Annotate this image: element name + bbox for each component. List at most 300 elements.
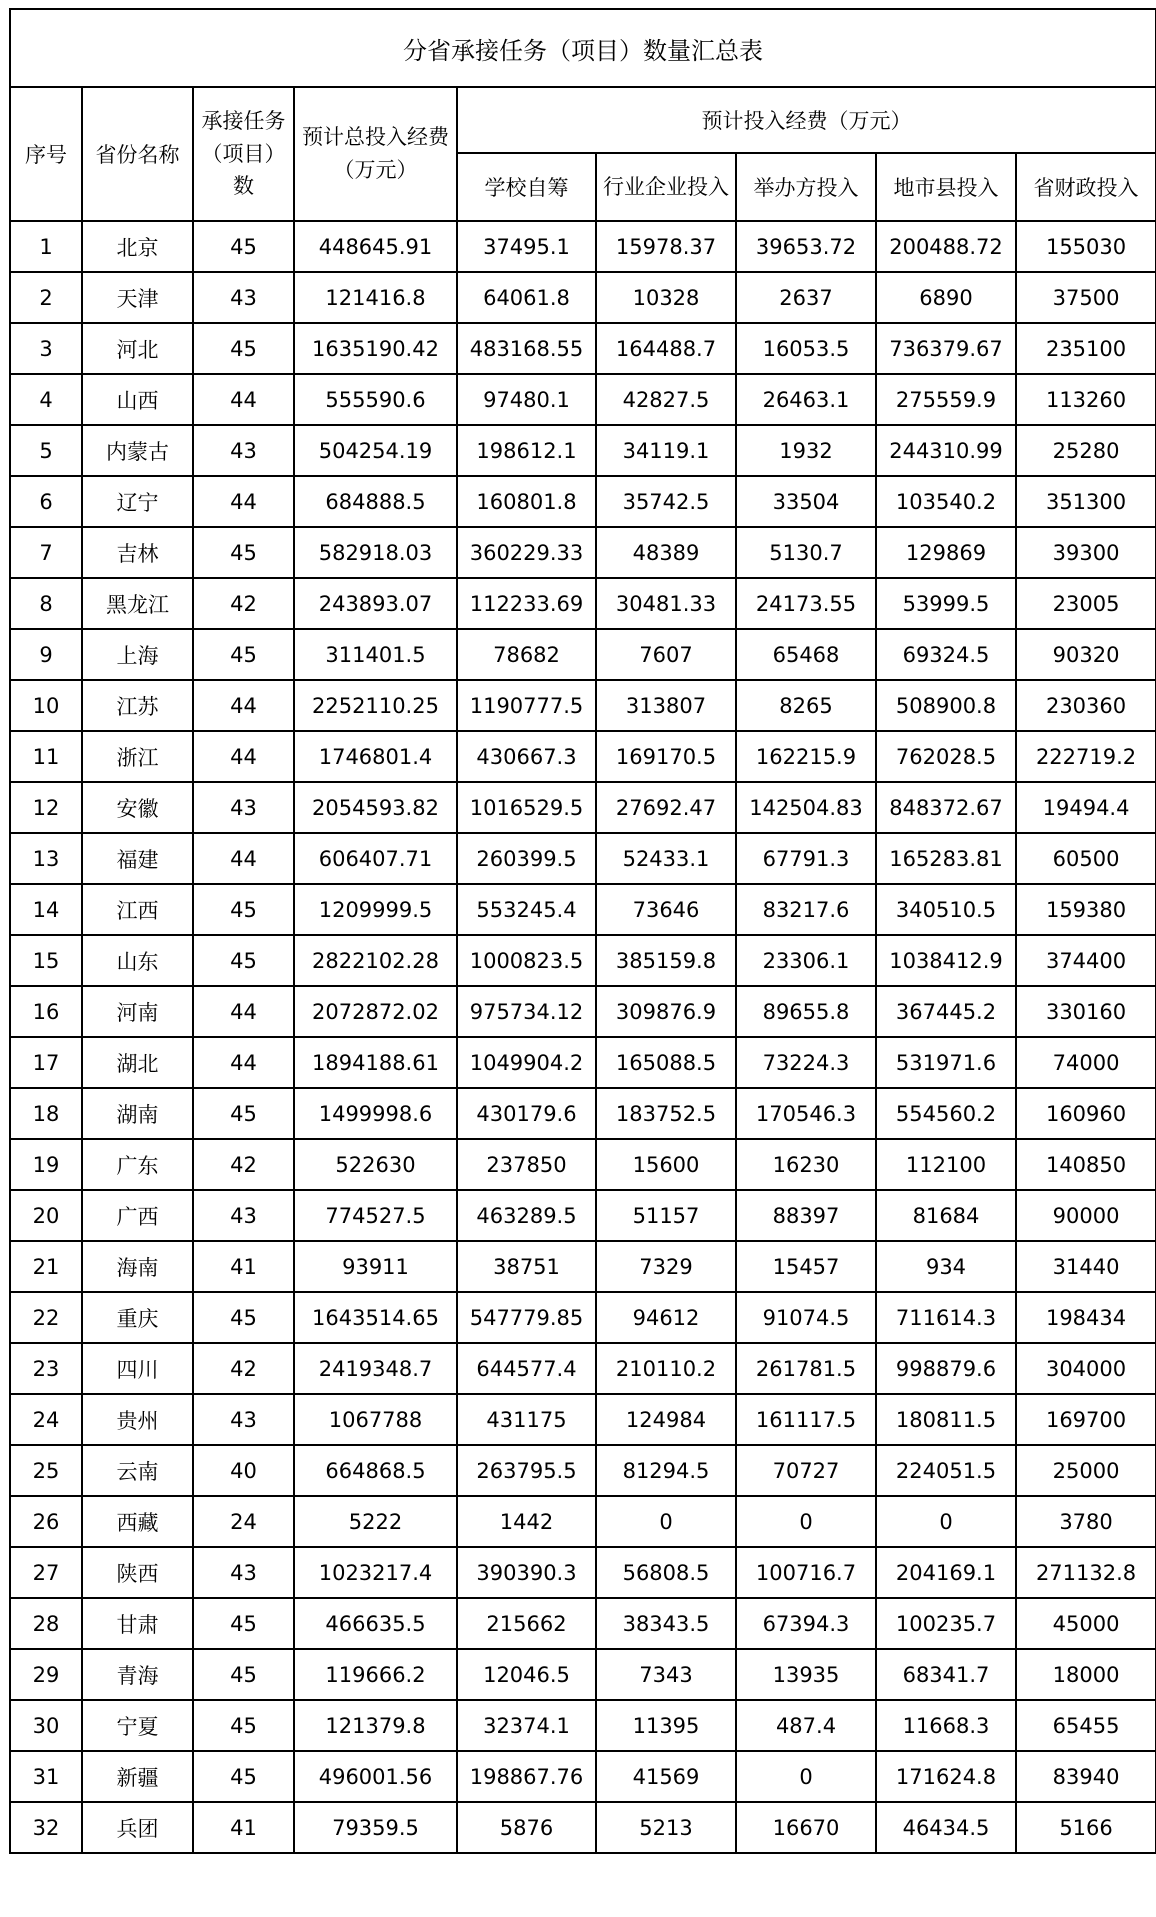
task-count: 45: [193, 935, 294, 986]
school-funding: 483168.55: [457, 323, 596, 374]
provincial-funding: 3780: [1016, 1496, 1156, 1547]
total-funding: 311401.5: [294, 629, 457, 680]
school-funding: 1190777.5: [457, 680, 596, 731]
task-count: 45: [193, 1700, 294, 1751]
table-row: [10, 527, 1156, 578]
industry-funding: 56808.5: [596, 1547, 736, 1598]
school-funding: 1442: [457, 1496, 596, 1547]
total-funding: 1067788: [294, 1394, 457, 1445]
row-index: 5: [10, 425, 82, 476]
province-name: 云南: [82, 1445, 193, 1496]
province-name: 河北: [82, 323, 193, 374]
task-count: 44: [193, 1037, 294, 1088]
table-row: [10, 1037, 1156, 1088]
provincial-funding: 25000: [1016, 1445, 1156, 1496]
total-funding: 5222: [294, 1496, 457, 1547]
school-funding: 1049904.2: [457, 1037, 596, 1088]
table-row: [10, 731, 1156, 782]
sponsor-funding: 161117.5: [736, 1394, 876, 1445]
total-funding: 2252110.25: [294, 680, 457, 731]
table-row: [10, 1445, 1156, 1496]
task-count: 45: [193, 1751, 294, 1802]
local-funding: 69324.5: [876, 629, 1016, 680]
local-funding: 100235.7: [876, 1598, 1016, 1649]
total-funding: 1643514.65: [294, 1292, 457, 1343]
industry-funding: 164488.7: [596, 323, 736, 374]
table-row: [10, 935, 1156, 986]
school-funding: 430667.3: [457, 731, 596, 782]
row-index: 16: [10, 986, 82, 1037]
sponsor-funding: 33504: [736, 476, 876, 527]
row-index: 24: [10, 1394, 82, 1445]
provincial-funding: 23005: [1016, 578, 1156, 629]
industry-funding: 48389: [596, 527, 736, 578]
local-funding: 762028.5: [876, 731, 1016, 782]
row-index: 20: [10, 1190, 82, 1241]
industry-funding: 124984: [596, 1394, 736, 1445]
task-count: 42: [193, 578, 294, 629]
school-funding: 32374.1: [457, 1700, 596, 1751]
industry-funding: 313807: [596, 680, 736, 731]
task-count: 41: [193, 1241, 294, 1292]
row-index: 21: [10, 1241, 82, 1292]
total-funding: 582918.03: [294, 527, 457, 578]
industry-funding: 35742.5: [596, 476, 736, 527]
table-title: 分省承接任务（项目）数量汇总表: [10, 9, 1156, 87]
sponsor-funding: 67791.3: [736, 833, 876, 884]
local-funding: 1038412.9: [876, 935, 1016, 986]
school-funding: 198612.1: [457, 425, 596, 476]
industry-funding: 11395: [596, 1700, 736, 1751]
total-funding: 93911: [294, 1241, 457, 1292]
school-funding: 97480.1: [457, 374, 596, 425]
school-funding: 431175: [457, 1394, 596, 1445]
province-name: 新疆: [82, 1751, 193, 1802]
provincial-funding: 330160: [1016, 986, 1156, 1037]
province-name: 贵州: [82, 1394, 193, 1445]
row-index: 15: [10, 935, 82, 986]
row-index: 25: [10, 1445, 82, 1496]
industry-funding: 38343.5: [596, 1598, 736, 1649]
total-funding: 79359.5: [294, 1802, 457, 1853]
province-name: 黑龙江: [82, 578, 193, 629]
provincial-funding: 74000: [1016, 1037, 1156, 1088]
local-funding: 11668.3: [876, 1700, 1016, 1751]
task-count: 44: [193, 731, 294, 782]
total-funding: 1894188.61: [294, 1037, 457, 1088]
industry-funding: 27692.47: [596, 782, 736, 833]
school-funding: 237850: [457, 1139, 596, 1190]
industry-funding: 385159.8: [596, 935, 736, 986]
industry-funding: 41569: [596, 1751, 736, 1802]
province-name: 福建: [82, 833, 193, 884]
provincial-funding: 37500: [1016, 272, 1156, 323]
sponsor-funding: 67394.3: [736, 1598, 876, 1649]
sponsor-funding: 5130.7: [736, 527, 876, 578]
row-index: 32: [10, 1802, 82, 1853]
province-name: 湖北: [82, 1037, 193, 1088]
row-index: 2: [10, 272, 82, 323]
province-name: 北京: [82, 221, 193, 272]
sponsor-funding: 170546.3: [736, 1088, 876, 1139]
task-count: 43: [193, 1547, 294, 1598]
task-count: 42: [193, 1343, 294, 1394]
total-funding: 2822102.28: [294, 935, 457, 986]
school-funding: 260399.5: [457, 833, 596, 884]
local-funding: 934: [876, 1241, 1016, 1292]
local-funding: 53999.5: [876, 578, 1016, 629]
table-row: [10, 986, 1156, 1037]
sponsor-funding: 73224.3: [736, 1037, 876, 1088]
industry-funding: 81294.5: [596, 1445, 736, 1496]
local-funding: 340510.5: [876, 884, 1016, 935]
province-name: 广东: [82, 1139, 193, 1190]
task-count: 43: [193, 272, 294, 323]
task-count: 40: [193, 1445, 294, 1496]
local-funding: 180811.5: [876, 1394, 1016, 1445]
total-funding: 119666.2: [294, 1649, 457, 1700]
provincial-funding: 235100: [1016, 323, 1156, 374]
row-index: 22: [10, 1292, 82, 1343]
province-name: 宁夏: [82, 1700, 193, 1751]
local-funding: 554560.2: [876, 1088, 1016, 1139]
province-name: 山西: [82, 374, 193, 425]
province-name: 湖南: [82, 1088, 193, 1139]
task-count: 43: [193, 425, 294, 476]
row-index: 29: [10, 1649, 82, 1700]
local-funding: 244310.99: [876, 425, 1016, 476]
header-local: 地市县投入: [876, 153, 1016, 221]
provincial-funding: 18000: [1016, 1649, 1156, 1700]
province-name: 重庆: [82, 1292, 193, 1343]
provincial-funding: 83940: [1016, 1751, 1156, 1802]
local-funding: 0: [876, 1496, 1016, 1547]
local-funding: 46434.5: [876, 1802, 1016, 1853]
school-funding: 553245.4: [457, 884, 596, 935]
industry-funding: 42827.5: [596, 374, 736, 425]
total-funding: 2072872.02: [294, 986, 457, 1037]
total-funding: 121416.8: [294, 272, 457, 323]
table-row: [10, 1292, 1156, 1343]
task-count: 45: [193, 323, 294, 374]
table-row: [10, 680, 1156, 731]
task-count: 45: [193, 221, 294, 272]
task-count: 42: [193, 1139, 294, 1190]
row-index: 12: [10, 782, 82, 833]
school-funding: 64061.8: [457, 272, 596, 323]
task-count: 45: [193, 1292, 294, 1343]
table-row: [10, 578, 1156, 629]
provincial-funding: 198434: [1016, 1292, 1156, 1343]
province-name: 吉林: [82, 527, 193, 578]
local-funding: 81684: [876, 1190, 1016, 1241]
sponsor-funding: 142504.83: [736, 782, 876, 833]
industry-funding: 94612: [596, 1292, 736, 1343]
province-name: 天津: [82, 272, 193, 323]
industry-funding: 169170.5: [596, 731, 736, 782]
total-funding: 496001.56: [294, 1751, 457, 1802]
task-count: 43: [193, 1394, 294, 1445]
school-funding: 263795.5: [457, 1445, 596, 1496]
table-row: [10, 1649, 1156, 1700]
task-count: 24: [193, 1496, 294, 1547]
provincial-funding: 155030: [1016, 221, 1156, 272]
industry-funding: 15978.37: [596, 221, 736, 272]
industry-funding: 51157: [596, 1190, 736, 1241]
total-funding: 243893.07: [294, 578, 457, 629]
row-index: 4: [10, 374, 82, 425]
sponsor-funding: 261781.5: [736, 1343, 876, 1394]
provincial-funding: 374400: [1016, 935, 1156, 986]
school-funding: 215662: [457, 1598, 596, 1649]
local-funding: 531971.6: [876, 1037, 1016, 1088]
total-funding: 606407.71: [294, 833, 457, 884]
sponsor-funding: 487.4: [736, 1700, 876, 1751]
header-total: 预计总投入经费（万元）: [294, 87, 457, 221]
row-index: 9: [10, 629, 82, 680]
table-row: [10, 1700, 1156, 1751]
school-funding: 160801.8: [457, 476, 596, 527]
sponsor-funding: 24173.55: [736, 578, 876, 629]
task-count: 45: [193, 629, 294, 680]
provincial-funding: 19494.4: [1016, 782, 1156, 833]
total-funding: 1499998.6: [294, 1088, 457, 1139]
sponsor-funding: 0: [736, 1496, 876, 1547]
local-funding: 224051.5: [876, 1445, 1016, 1496]
row-index: 3: [10, 323, 82, 374]
local-funding: 204169.1: [876, 1547, 1016, 1598]
row-index: 26: [10, 1496, 82, 1547]
table-row: [10, 1802, 1156, 1853]
province-name: 上海: [82, 629, 193, 680]
school-funding: 1000823.5: [457, 935, 596, 986]
industry-funding: 15600: [596, 1139, 736, 1190]
province-name: 西藏: [82, 1496, 193, 1547]
total-funding: 504254.19: [294, 425, 457, 476]
industry-funding: 7343: [596, 1649, 736, 1700]
header-funding-group: 预计投入经费（万元）: [457, 87, 1156, 153]
row-index: 1: [10, 221, 82, 272]
local-funding: 6890: [876, 272, 1016, 323]
sponsor-funding: 65468: [736, 629, 876, 680]
industry-funding: 73646: [596, 884, 736, 935]
total-funding: 684888.5: [294, 476, 457, 527]
school-funding: 1016529.5: [457, 782, 596, 833]
local-funding: 736379.67: [876, 323, 1016, 374]
school-funding: 198867.76: [457, 1751, 596, 1802]
total-funding: 121379.8: [294, 1700, 457, 1751]
local-funding: 367445.2: [876, 986, 1016, 1037]
province-name: 海南: [82, 1241, 193, 1292]
sponsor-funding: 100716.7: [736, 1547, 876, 1598]
provincial-funding: 222719.2: [1016, 731, 1156, 782]
provincial-funding: 60500: [1016, 833, 1156, 884]
row-index: 30: [10, 1700, 82, 1751]
provincial-funding: 5166: [1016, 1802, 1156, 1853]
total-funding: 1023217.4: [294, 1547, 457, 1598]
row-index: 18: [10, 1088, 82, 1139]
table-row: [10, 1343, 1156, 1394]
school-funding: 360229.33: [457, 527, 596, 578]
province-name: 浙江: [82, 731, 193, 782]
total-funding: 522630: [294, 1139, 457, 1190]
local-funding: 103540.2: [876, 476, 1016, 527]
sponsor-funding: 16230: [736, 1139, 876, 1190]
provincial-funding: 31440: [1016, 1241, 1156, 1292]
province-name: 四川: [82, 1343, 193, 1394]
task-count: 41: [193, 1802, 294, 1853]
task-count: 43: [193, 782, 294, 833]
total-funding: 466635.5: [294, 1598, 457, 1649]
table-row: [10, 425, 1156, 476]
sponsor-funding: 162215.9: [736, 731, 876, 782]
task-count: 45: [193, 1598, 294, 1649]
provincial-funding: 351300: [1016, 476, 1156, 527]
sponsor-funding: 70727: [736, 1445, 876, 1496]
row-index: 10: [10, 680, 82, 731]
local-funding: 848372.67: [876, 782, 1016, 833]
provincial-funding: 160960: [1016, 1088, 1156, 1139]
table-row: [10, 629, 1156, 680]
table-row: [10, 782, 1156, 833]
header-index: 序号: [10, 87, 82, 221]
row-index: 13: [10, 833, 82, 884]
header-school: 学校自筹: [457, 153, 596, 221]
summary-table: [9, 8, 1156, 1854]
table-row: [10, 272, 1156, 323]
row-index: 11: [10, 731, 82, 782]
table-row: [10, 884, 1156, 935]
school-funding: 38751: [457, 1241, 596, 1292]
table-row: [10, 1088, 1156, 1139]
task-count: 45: [193, 1088, 294, 1139]
school-funding: 5876: [457, 1802, 596, 1853]
province-name: 兵团: [82, 1802, 193, 1853]
industry-funding: 30481.33: [596, 578, 736, 629]
table-row: [10, 323, 1156, 374]
provincial-funding: 39300: [1016, 527, 1156, 578]
province-name: 甘肃: [82, 1598, 193, 1649]
school-funding: 78682: [457, 629, 596, 680]
task-count: 44: [193, 680, 294, 731]
sponsor-funding: 89655.8: [736, 986, 876, 1037]
local-funding: 275559.9: [876, 374, 1016, 425]
table-row: [10, 476, 1156, 527]
industry-funding: 34119.1: [596, 425, 736, 476]
provincial-funding: 65455: [1016, 1700, 1156, 1751]
industry-funding: 52433.1: [596, 833, 736, 884]
provincial-funding: 271132.8: [1016, 1547, 1156, 1598]
total-funding: 2419348.7: [294, 1343, 457, 1394]
header-tasks: 承接任务（项目）数: [193, 87, 294, 221]
school-funding: 12046.5: [457, 1649, 596, 1700]
school-funding: 644577.4: [457, 1343, 596, 1394]
province-name: 辽宁: [82, 476, 193, 527]
header-industry: 行业企业投入: [596, 153, 736, 221]
task-count: 44: [193, 833, 294, 884]
row-index: 7: [10, 527, 82, 578]
province-name: 山东: [82, 935, 193, 986]
school-funding: 112233.69: [457, 578, 596, 629]
industry-funding: 7607: [596, 629, 736, 680]
sponsor-funding: 13935: [736, 1649, 876, 1700]
table-row: [10, 1751, 1156, 1802]
province-name: 江苏: [82, 680, 193, 731]
sponsor-funding: 16053.5: [736, 323, 876, 374]
provincial-funding: 25280: [1016, 425, 1156, 476]
local-funding: 68341.7: [876, 1649, 1016, 1700]
total-funding: 2054593.82: [294, 782, 457, 833]
province-name: 安徽: [82, 782, 193, 833]
province-name: 陕西: [82, 1547, 193, 1598]
local-funding: 165283.81: [876, 833, 1016, 884]
local-funding: 508900.8: [876, 680, 1016, 731]
local-funding: 711614.3: [876, 1292, 1016, 1343]
provincial-funding: 90320: [1016, 629, 1156, 680]
total-funding: 1209999.5: [294, 884, 457, 935]
header-provincial: 省财政投入: [1016, 153, 1156, 221]
task-count: 44: [193, 476, 294, 527]
sponsor-funding: 23306.1: [736, 935, 876, 986]
sponsor-funding: 16670: [736, 1802, 876, 1853]
table-row: [10, 1547, 1156, 1598]
row-index: 17: [10, 1037, 82, 1088]
local-funding: 112100: [876, 1139, 1016, 1190]
sponsor-funding: 83217.6: [736, 884, 876, 935]
provincial-funding: 113260: [1016, 374, 1156, 425]
provincial-funding: 169700: [1016, 1394, 1156, 1445]
header-province: 省份名称: [82, 87, 193, 221]
row-index: 31: [10, 1751, 82, 1802]
table-row: [10, 1139, 1156, 1190]
industry-funding: 5213: [596, 1802, 736, 1853]
table-row: [10, 1496, 1156, 1547]
sponsor-funding: 8265: [736, 680, 876, 731]
total-funding: 1746801.4: [294, 731, 457, 782]
sponsor-funding: 91074.5: [736, 1292, 876, 1343]
table-row: [10, 221, 1156, 272]
table-row: [10, 1190, 1156, 1241]
provincial-funding: 230360: [1016, 680, 1156, 731]
row-index: 14: [10, 884, 82, 935]
school-funding: 463289.5: [457, 1190, 596, 1241]
local-funding: 129869: [876, 527, 1016, 578]
industry-funding: 0: [596, 1496, 736, 1547]
province-name: 内蒙古: [82, 425, 193, 476]
row-index: 8: [10, 578, 82, 629]
sponsor-funding: 88397: [736, 1190, 876, 1241]
row-index: 27: [10, 1547, 82, 1598]
industry-funding: 210110.2: [596, 1343, 736, 1394]
total-funding: 555590.6: [294, 374, 457, 425]
table-row: [10, 833, 1156, 884]
province-name: 河南: [82, 986, 193, 1037]
row-index: 6: [10, 476, 82, 527]
row-index: 19: [10, 1139, 82, 1190]
sponsor-funding: 1932: [736, 425, 876, 476]
provincial-funding: 159380: [1016, 884, 1156, 935]
local-funding: 171624.8: [876, 1751, 1016, 1802]
industry-funding: 10328: [596, 272, 736, 323]
industry-funding: 183752.5: [596, 1088, 736, 1139]
school-funding: 430179.6: [457, 1088, 596, 1139]
local-funding: 998879.6: [876, 1343, 1016, 1394]
total-funding: 1635190.42: [294, 323, 457, 374]
task-count: 45: [193, 884, 294, 935]
provincial-funding: 90000: [1016, 1190, 1156, 1241]
row-index: 28: [10, 1598, 82, 1649]
industry-funding: 165088.5: [596, 1037, 736, 1088]
